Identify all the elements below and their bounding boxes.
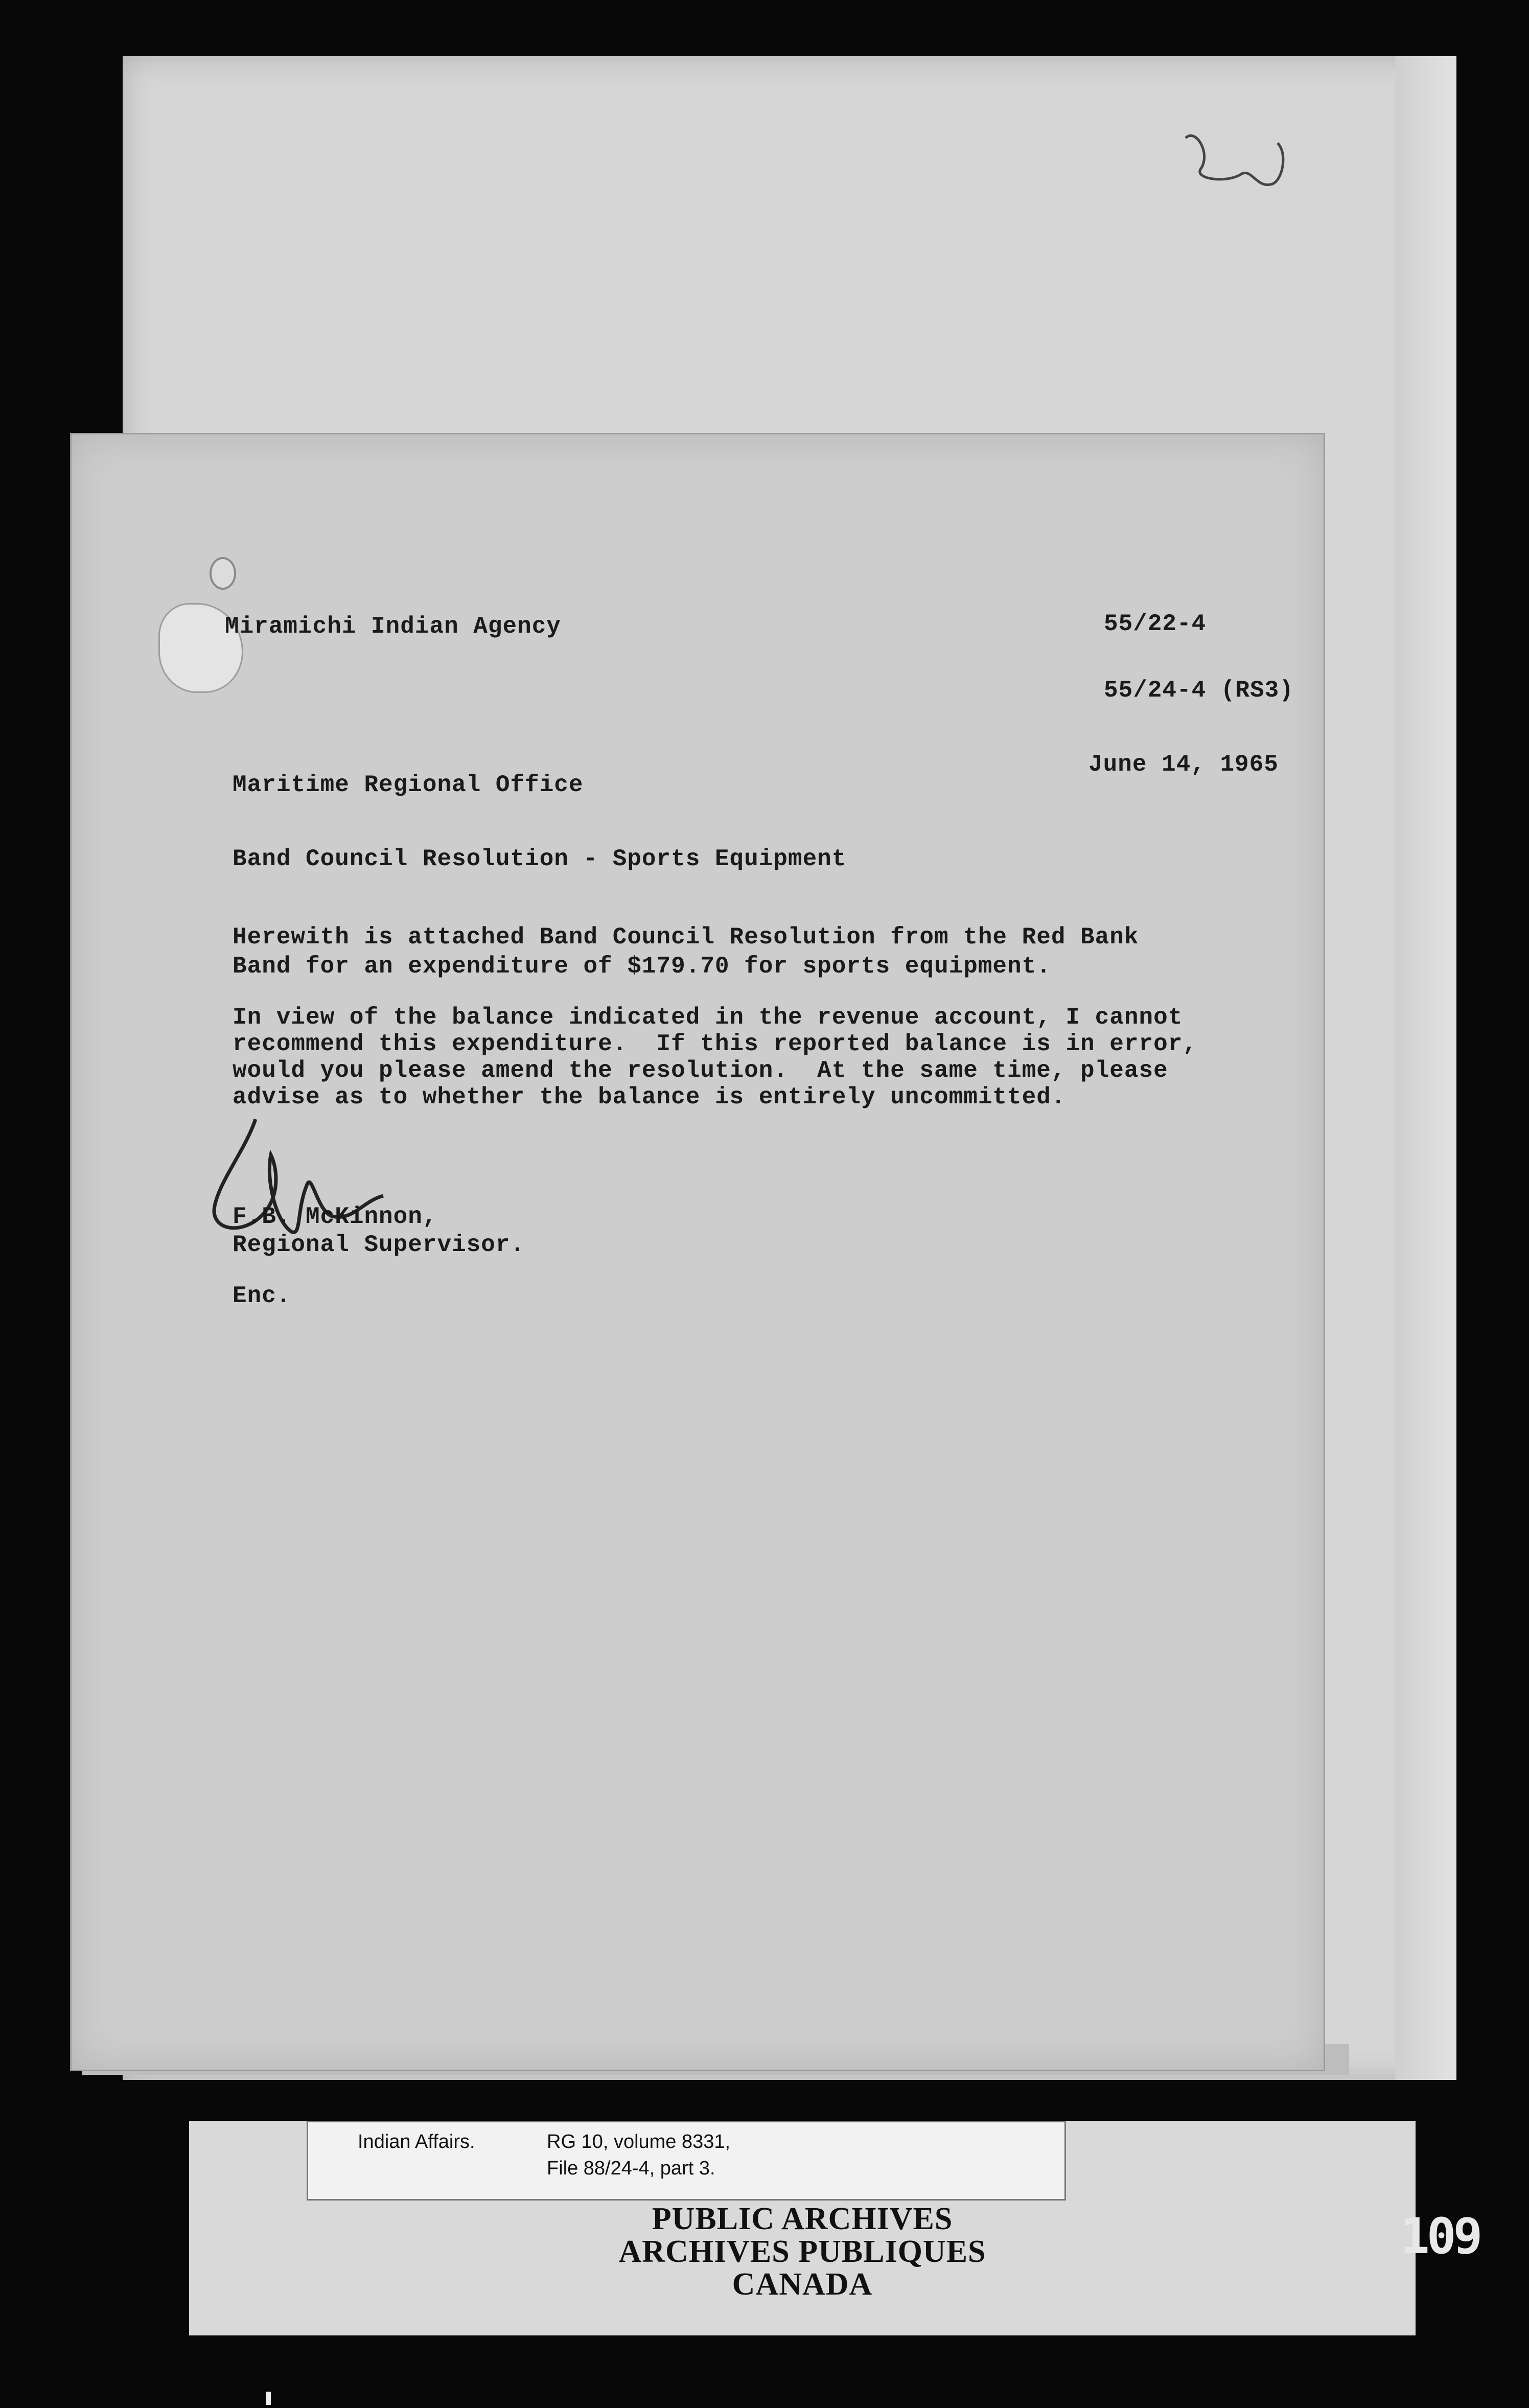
paragraph-2-line-4: advise as to whether the balance is entirely uncommitted. (233, 1084, 1066, 1110)
back-sheet-edge (1395, 56, 1456, 2080)
archive-reference-1: RG 10, volume 8331, (547, 2131, 731, 2152)
frame-number: 109 (1400, 2208, 1480, 2264)
letter-ref-1: 55/22-4 (1104, 611, 1207, 637)
letter-subject: Band Council Resolution - Sports Equipment (233, 846, 847, 872)
pencil-scribble (1165, 123, 1298, 210)
paragraph-1-line-1: Herewith is attached Band Council Resolution from the Red Bank (233, 924, 1139, 951)
paragraph-2-line-2: recommend this expenditure. If this reported balance is in error, (233, 1031, 1197, 1057)
paragraph-2-line-3: would you please amend the resolution. At the same time, please (233, 1057, 1168, 1084)
paragraph-2-line-1: In view of the balance indicated in the revenue account, I cannot (233, 1004, 1183, 1031)
paragraph-1-line-2: Band for an expenditure of $179.70 for sports equipment. (233, 953, 1051, 980)
letter-to: Maritime Regional Office (233, 772, 584, 798)
archives-line-1: PUBLIC ARCHIVES (652, 2202, 953, 2236)
archives-line-3: CANADA (732, 2267, 873, 2302)
signer-name: F.B. McKinnon, (233, 1203, 437, 1230)
handwritten-signature (199, 1109, 404, 1252)
archives-line-2: ARCHIVES PUBLIQUES (618, 2234, 986, 2269)
letter-ref-2: 55/24-4 (RS3) (1104, 677, 1294, 704)
archive-department: Indian Affairs. (358, 2131, 475, 2152)
film-mark (266, 2392, 271, 2405)
archives-stamp (189, 2203, 1416, 2301)
letter-date: June 14, 1965 (1088, 751, 1279, 778)
letter-from: Miramichi Indian Agency (225, 613, 561, 640)
enclosure-note: Enc. (233, 1283, 291, 1309)
signer-title: Regional Supervisor. (233, 1232, 525, 1258)
punch-hole (210, 557, 236, 590)
archive-reference-2: File 88/24-4, part 3. (547, 2158, 715, 2179)
